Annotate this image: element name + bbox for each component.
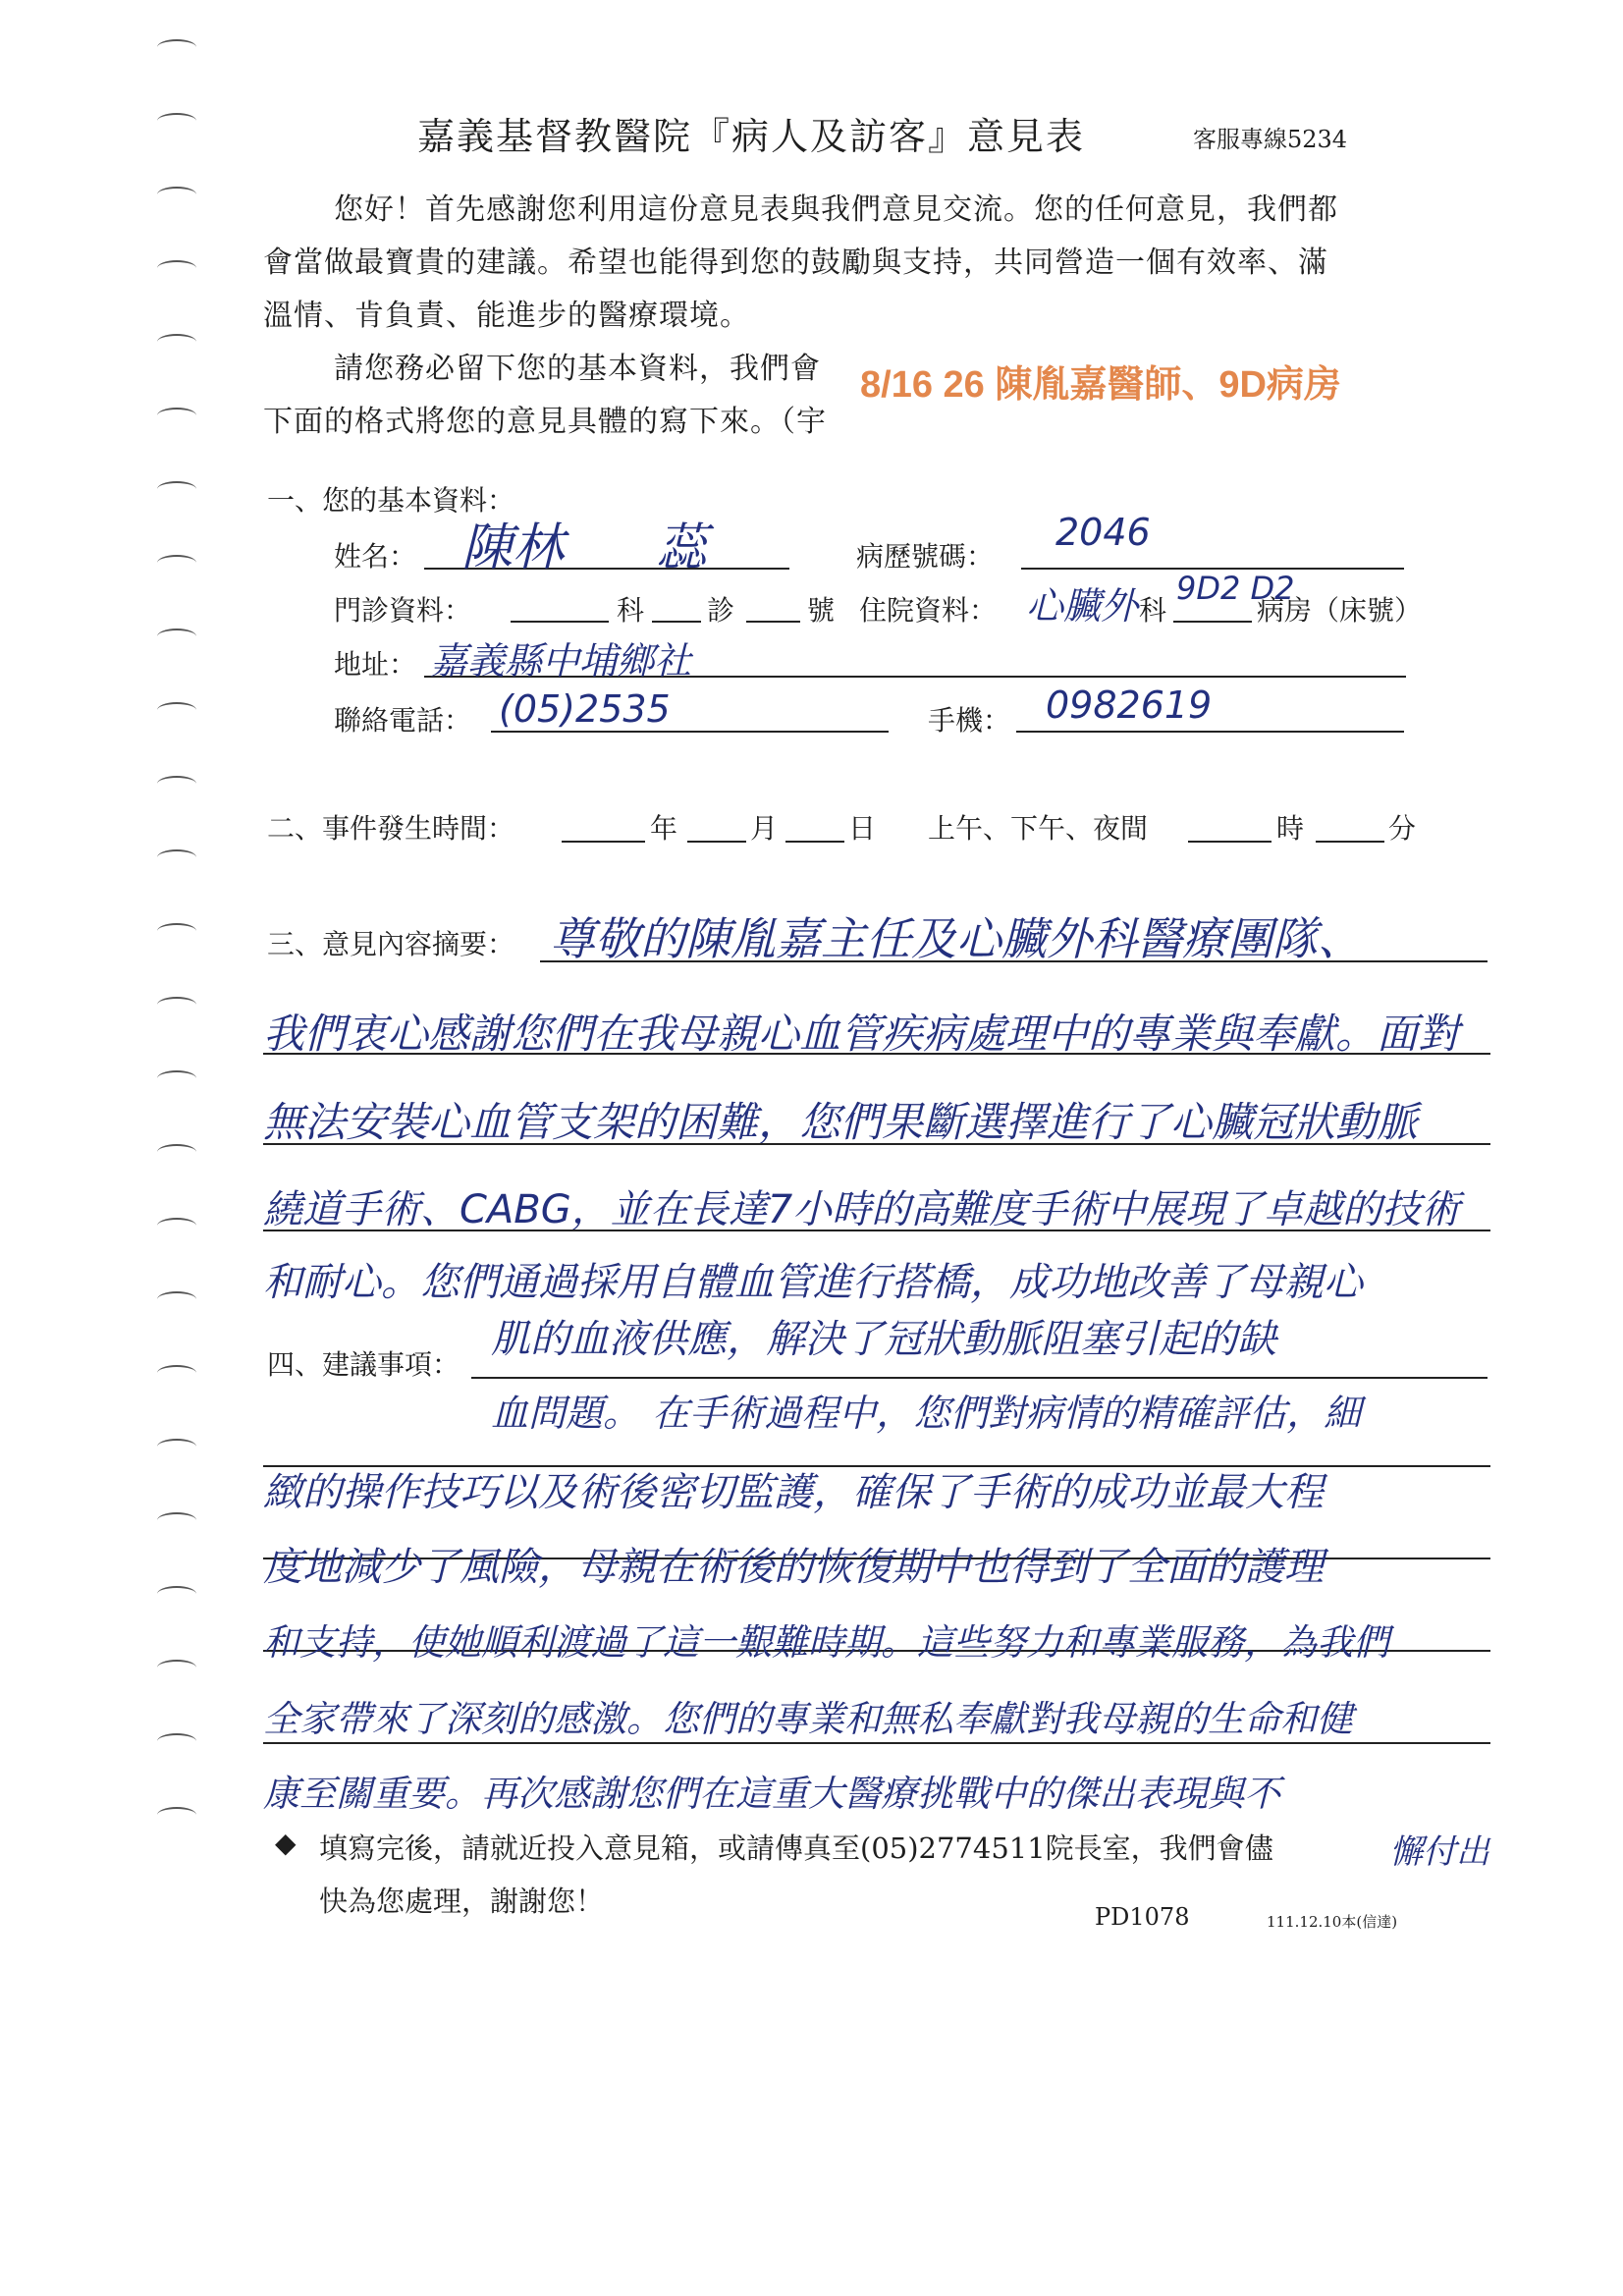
intro-line-5: 下面的格式將您的意見具體的寫下來。（宇 — [263, 405, 827, 439]
binding-hole-mark — [157, 260, 196, 276]
section2-heading: 二、事件發生時間： — [267, 812, 515, 845]
binding-hole-mark — [157, 1365, 196, 1381]
outpatient-number-label: 號 — [807, 594, 836, 627]
footer-instruction-1: 填寫完後，請就近投入意見箱，或請傳真至(05)2774511院長室，我們會儘 — [319, 1831, 1273, 1865]
intro-line-1: 您好！首先感謝您利用這份意見表與我們意見交流。您的任何意見，我們都 — [334, 192, 1338, 227]
inpatient-dept-label: 科 — [1139, 594, 1167, 627]
binding-hole-mark — [157, 39, 196, 55]
binding-hole-mark — [157, 702, 196, 718]
minute-underline — [1316, 841, 1384, 843]
comment-line-2: 無法安裝心血管支架的困難，您們果斷選擇進行了心臟冠狀動脈 — [263, 1098, 1419, 1146]
binding-hole-mark — [157, 1586, 196, 1602]
comment-underline-3 — [263, 1230, 1490, 1231]
comment-opening: 尊敬的陳胤嘉主任及心臟外科醫療團隊、 — [550, 912, 1363, 965]
day-label: 日 — [848, 812, 877, 845]
staff-annotation: 8/16 26 陳胤嘉醫師、9D病房 — [854, 354, 1347, 408]
month-underline — [687, 841, 746, 843]
address-value: 嘉義縣中埔鄉社 — [430, 639, 692, 683]
ward-underline — [1173, 621, 1252, 623]
form-code: PD1078 — [1095, 1903, 1190, 1931]
address-label: 地址： — [334, 648, 417, 681]
hour-label: 時 — [1276, 812, 1305, 845]
suggestion-underline-4 — [263, 1742, 1490, 1744]
name-value: 陳林 — [461, 519, 565, 577]
ward-label: 病房（床號） — [1257, 594, 1423, 627]
intro-line-3: 溫情、肯負責、能進步的醫療環境。 — [263, 299, 750, 333]
hour-underline — [1188, 841, 1271, 843]
suggestion-line-5: 全家帶來了深刻的感激。您們的專業和無私奉獻對我母親的生命和健 — [263, 1698, 1353, 1740]
mobile-value: 0982619 — [1046, 683, 1213, 727]
suggestion-line-6: 康至關重要。再次感謝您們在這重大醫療挑戰中的傑出表現與不 — [263, 1773, 1280, 1815]
suggestion-underline-0 — [471, 1377, 1488, 1379]
binding-hole-mark — [157, 849, 196, 865]
outpatient-clinic-underline — [652, 621, 701, 623]
inpatient-label: 住院資料： — [859, 594, 998, 627]
binding-hole-mark — [157, 629, 196, 644]
form-title: 嘉義基督教醫院『病人及訪客』意見表 — [417, 115, 1086, 158]
binding-hole-mark — [157, 334, 196, 350]
outpatient-dept-underline — [511, 621, 609, 623]
binding-hole-mark — [157, 1070, 196, 1086]
footer-instruction-2: 快為您處理，謝謝您！ — [319, 1885, 605, 1918]
phone-label: 聯絡電話： — [334, 704, 472, 737]
ward-value: 9D2 D2 — [1176, 570, 1295, 607]
phone-underline — [491, 731, 889, 733]
intro-line-4: 請您務必留下您的基本資料，我們會 — [334, 352, 821, 386]
binding-hole-mark — [157, 1733, 196, 1749]
comment-underline-2 — [263, 1143, 1490, 1145]
inpatient-dept-value: 心臟外 — [1026, 584, 1139, 628]
outpatient-number-underline — [746, 621, 800, 623]
record-number-value: 2046 — [1055, 511, 1151, 554]
footer-diamond: ◆ — [275, 1827, 297, 1859]
suggestion-line-2: 緻的操作技巧以及術後密切監護，確保了手術的成功並最大程 — [263, 1470, 1324, 1515]
comment-line-4: 和耐心。您們通過採用自體血管進行搭橋，成功地改善了母親心 — [263, 1260, 1363, 1305]
binding-hole-mark — [157, 1512, 196, 1528]
name-label: 姓名： — [334, 540, 417, 573]
binding-hole-mark — [157, 555, 196, 571]
suggestion-line-7: 懈付出 — [1389, 1832, 1489, 1872]
comment-line-1: 我們衷心感謝您們在我母親心血管疾病處理中的專業與奉獻。面對 — [263, 1010, 1460, 1058]
comment-line-5: 肌的血液供應，解決了冠狀動脈阻塞引起的缺 — [491, 1317, 1276, 1362]
month-label: 月 — [750, 812, 779, 845]
binding-hole-mark — [157, 408, 196, 423]
phone-value: (05)2535 — [499, 687, 671, 731]
intro-line-2: 會當做最寶貴的建議。希望也能得到您的鼓勵與支持，共同營造一個有效率、滿 — [263, 246, 1328, 280]
year-label: 年 — [650, 812, 678, 845]
comment-underline-1 — [263, 1053, 1490, 1055]
binding-hole-mark — [157, 776, 196, 792]
binding-hole-mark — [157, 1439, 196, 1454]
binding-hole-mark — [157, 1218, 196, 1233]
form-version: 111.12.10本(信達) — [1267, 1913, 1398, 1931]
minute-label: 分 — [1388, 812, 1417, 845]
outpatient-clinic-label: 診 — [707, 594, 735, 627]
binding-hole-mark — [157, 113, 196, 129]
binding-hole-mark — [157, 923, 196, 939]
binding-hole-mark — [157, 997, 196, 1012]
suggestion-line-4: 和支持，使她順利渡過了這一艱難時期。這些努力和專業服務，為我們 — [263, 1621, 1389, 1664]
comment-underline-0 — [540, 960, 1488, 962]
suggestion-line-3: 度地減少了風險，母親在術後的恢復期中也得到了全面的護理 — [263, 1545, 1324, 1590]
service-hotline: 客服專線5234 — [1193, 126, 1348, 153]
name-value-2: 蕊 — [656, 519, 708, 577]
suggestion-line-1: 血問題。 在手術過程中，您們對病情的精確評估，細 — [491, 1392, 1362, 1435]
binding-hole-mark — [157, 1807, 196, 1823]
section1-heading: 一、您的基本資料： — [267, 484, 515, 517]
time-of-day-options: 上午、下午、夜間 — [928, 812, 1149, 845]
binding-hole-mark — [157, 1144, 196, 1160]
year-underline — [562, 841, 645, 843]
binding-hole-mark — [157, 187, 196, 202]
binding-hole-mark — [157, 481, 196, 497]
binding-hole-marks — [157, 0, 216, 2296]
outpatient-label: 門診資料： — [334, 594, 472, 627]
binding-hole-mark — [157, 1291, 196, 1307]
comment-line-3: 繞道手術、CABG，並在長達7小時的高難度手術中展現了卓越的技術 — [263, 1187, 1461, 1232]
record-number-label: 病歷號碼： — [856, 540, 995, 573]
mobile-underline — [1016, 731, 1404, 733]
binding-hole-mark — [157, 1660, 196, 1675]
section4-heading: 四、建議事項： — [267, 1348, 460, 1381]
section3-heading: 三、意見內容摘要： — [267, 928, 515, 960]
mobile-label: 手機： — [928, 704, 1011, 737]
day-underline — [785, 841, 844, 843]
outpatient-dept-label: 科 — [617, 594, 645, 627]
